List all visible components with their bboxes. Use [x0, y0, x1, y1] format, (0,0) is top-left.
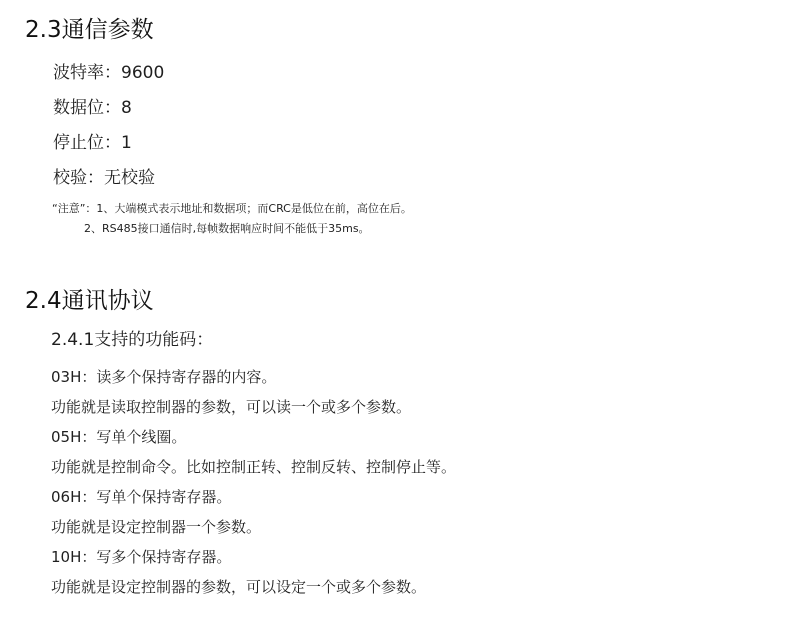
function-code-05h: 05H：写单个线圈。 [51, 428, 187, 446]
param-baud-rate: 波特率：9600 [53, 63, 165, 83]
note-1: “注意”：1、大端模式表示地址和数据项；而CRC是低位在前，高位在后。 [52, 202, 412, 215]
section-2-3-heading: 2.3通信参数 [25, 17, 154, 43]
param-data-bits: 数据位：8 [53, 98, 132, 118]
function-code-06h-desc: 功能就是设定控制器一个参数。 [51, 518, 262, 536]
note-2: 2、RS485接口通信时,每帧数据响应时间不能低于35ms。 [84, 222, 370, 235]
function-code-06h: 06H：写单个保持寄存器。 [51, 488, 232, 506]
function-code-10h: 10H：写多个保持寄存器。 [51, 548, 232, 566]
param-parity: 校验：无校验 [53, 168, 155, 188]
function-code-05h-desc: 功能就是控制命令。比如控制正转、控制反转、控制停止等。 [51, 458, 457, 476]
function-codes-subheading: 2.4.1支持的功能码： [51, 330, 214, 350]
function-code-10h-desc: 功能就是设定控制器的参数，可以设定一个或多个参数。 [51, 578, 427, 596]
param-stop-bits: 停止位：1 [53, 133, 132, 153]
function-code-03h: 03H：读多个保持寄存器的内容。 [51, 368, 277, 386]
function-code-03h-desc: 功能就是读取控制器的参数，可以读一个或多个参数。 [51, 398, 412, 416]
section-2-4-heading: 2.4通讯协议 [25, 288, 154, 314]
